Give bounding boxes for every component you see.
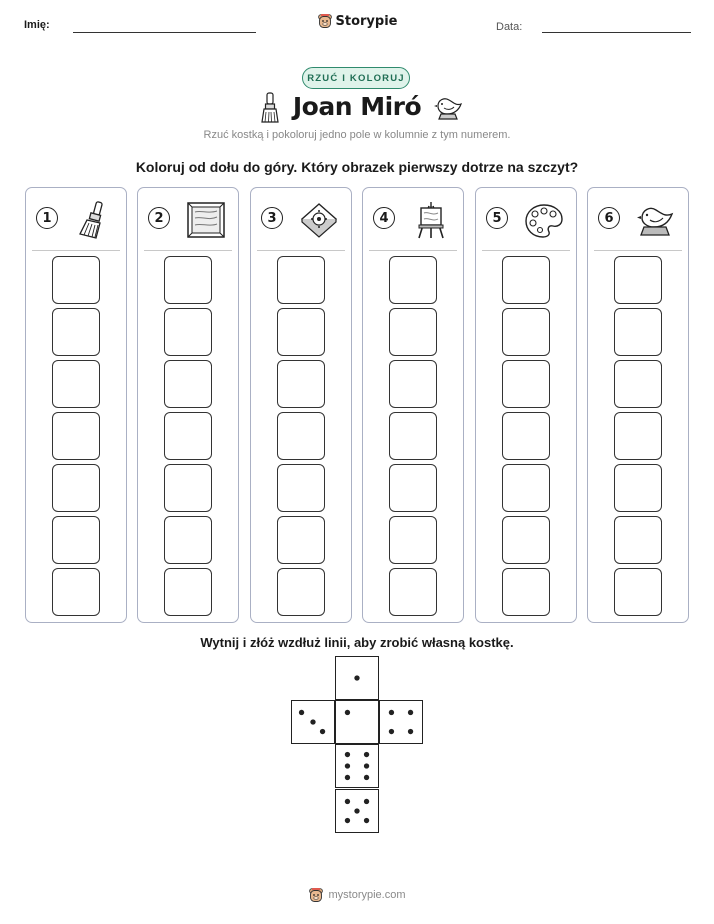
footer-url[interactable]: mystorypie.com xyxy=(328,889,406,901)
color-cell[interactable] xyxy=(52,412,100,460)
column-3 xyxy=(250,187,352,623)
color-cell[interactable] xyxy=(277,516,325,564)
easel-icon xyxy=(411,200,451,240)
color-cell[interactable] xyxy=(389,412,437,460)
one-pip-icon xyxy=(336,701,378,743)
color-cell[interactable] xyxy=(164,256,212,304)
color-cell[interactable] xyxy=(502,256,550,304)
page-title: Joan Miró xyxy=(292,92,422,121)
color-cell[interactable] xyxy=(164,308,212,356)
name-label: Imię: xyxy=(24,19,50,31)
brand-name: Storypie xyxy=(335,13,398,29)
color-cell[interactable] xyxy=(389,568,437,616)
color-cell[interactable] xyxy=(502,568,550,616)
column-1 xyxy=(25,187,127,623)
color-cell[interactable] xyxy=(52,256,100,304)
color-cell[interactable] xyxy=(52,516,100,564)
date-label: Data: xyxy=(496,21,523,33)
color-cell[interactable] xyxy=(502,464,550,512)
color-cell[interactable] xyxy=(52,308,100,356)
color-cell[interactable] xyxy=(52,568,100,616)
color-cell[interactable] xyxy=(502,308,550,356)
column-5 xyxy=(475,187,577,623)
color-cell[interactable] xyxy=(614,516,662,564)
color-cell[interactable] xyxy=(164,568,212,616)
color-cell[interactable] xyxy=(52,464,100,512)
subtitle: Rzuć kostką i pokoloruj jedno pole w kolumnie z tym numerem. xyxy=(203,129,511,141)
color-cell[interactable] xyxy=(277,360,325,408)
color-cell[interactable] xyxy=(614,412,662,460)
bird-sculpture-icon xyxy=(636,200,676,240)
color-cell[interactable] xyxy=(277,464,325,512)
bear-logo-icon xyxy=(308,887,324,903)
instruction: Koloruj od dołu do góry. Który obrazek pierwszy dotrze na szczyt? xyxy=(135,159,579,175)
color-cell[interactable] xyxy=(389,516,437,564)
one-pip-icon xyxy=(336,657,378,699)
color-cell[interactable] xyxy=(614,568,662,616)
die-face-one xyxy=(335,656,379,700)
column-number: 6 xyxy=(598,207,620,229)
framed-painting-icon xyxy=(186,200,226,240)
three-pips-icon xyxy=(292,701,334,743)
paintbrush-icon xyxy=(74,200,114,240)
color-cell[interactable] xyxy=(614,308,662,356)
color-cell[interactable] xyxy=(389,464,437,512)
color-cell[interactable] xyxy=(389,360,437,408)
color-cell[interactable] xyxy=(389,256,437,304)
color-cell[interactable] xyxy=(164,360,212,408)
six-pips-icon xyxy=(336,745,378,787)
footer xyxy=(0,887,714,906)
column-2 xyxy=(137,187,239,623)
four-pips-icon xyxy=(380,701,422,743)
column-number: 2 xyxy=(148,207,170,229)
color-cell[interactable] xyxy=(277,568,325,616)
color-cell[interactable] xyxy=(277,256,325,304)
color-cell[interactable] xyxy=(164,412,212,460)
bird-title-icon xyxy=(432,92,464,124)
brand-logo xyxy=(0,13,714,33)
die-instruction: Wytnij i złóż wzdłuż linii, aby zrobić własną kostkę. xyxy=(200,635,514,650)
die-face-three xyxy=(291,700,335,744)
color-cell[interactable] xyxy=(614,464,662,512)
column-number: 3 xyxy=(261,207,283,229)
color-cell[interactable] xyxy=(52,360,100,408)
color-cell[interactable] xyxy=(277,308,325,356)
column-6 xyxy=(587,187,689,623)
palette-icon xyxy=(524,200,564,240)
five-pips-icon xyxy=(336,790,378,832)
color-cell[interactable] xyxy=(614,256,662,304)
color-cell[interactable] xyxy=(164,464,212,512)
color-cell[interactable] xyxy=(389,308,437,356)
column-number: 1 xyxy=(36,207,58,229)
column-number: 5 xyxy=(486,207,508,229)
bear-logo-icon xyxy=(317,13,333,29)
color-cell[interactable] xyxy=(502,516,550,564)
color-cell[interactable] xyxy=(614,360,662,408)
color-cell[interactable] xyxy=(277,412,325,460)
die-face-four xyxy=(379,700,423,744)
column-4 xyxy=(362,187,464,623)
color-cell[interactable] xyxy=(502,360,550,408)
color-cell[interactable] xyxy=(164,516,212,564)
die-face-six xyxy=(335,744,379,788)
activity-badge: RZUĆ I KOLORUJ xyxy=(302,67,410,89)
column-number: 4 xyxy=(373,207,395,229)
die-face-center-one xyxy=(335,700,379,744)
tile-icon xyxy=(299,200,339,240)
die-face-five xyxy=(335,789,379,833)
color-cell[interactable] xyxy=(502,412,550,460)
date-line[interactable] xyxy=(542,32,691,33)
